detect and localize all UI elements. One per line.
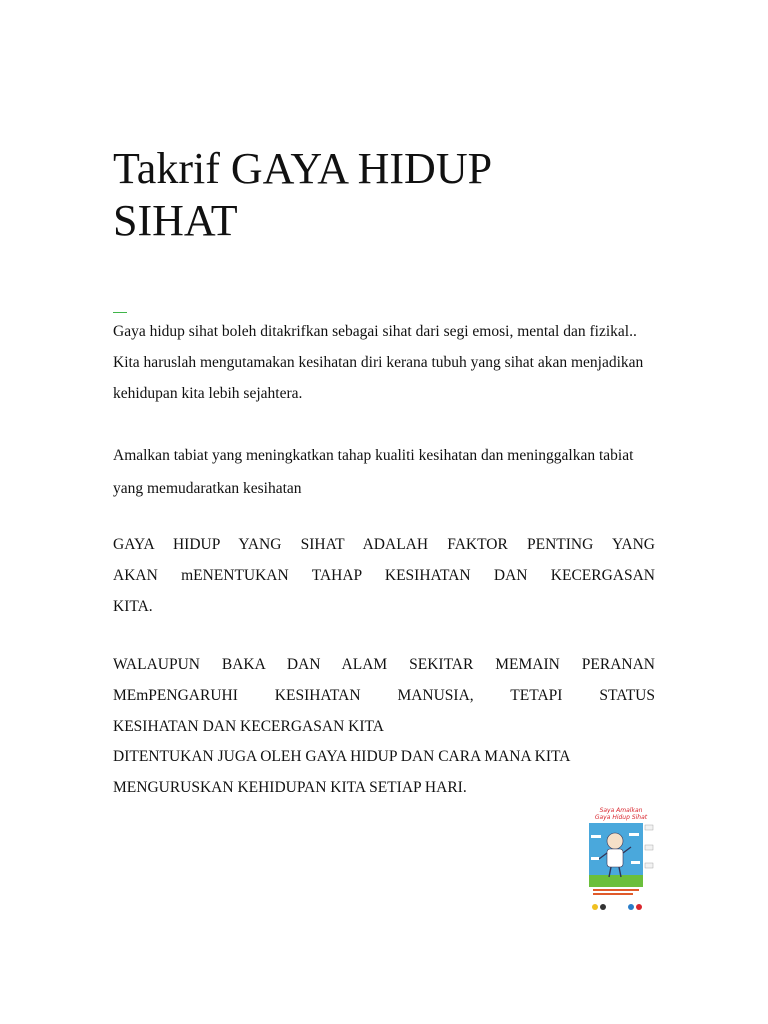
poster-heading-line1: Saya Amalkan [599, 807, 643, 814]
poster-heading-line2: Gaya Hidup Sihat [594, 814, 648, 821]
paragraph-determined-by: DITENTUKAN JUGA OLEH GAYA HIDUP DAN CARA MANA KITA MENGURUSKAN KEHIDUPAN KITA SETIAP HARI. [113, 748, 570, 796]
paragraph-definition: Gaya hidup sihat boleh ditakrifkan sebagai sihat dari segi emosi, mental dan fizikal.. Kita haruslah mengutamakan kesihatan diri kerana tubuh yang sihat akan menjadikan kehidupan kita lebih sejahtera. [113, 323, 644, 402]
paragraph-heredity [113, 649, 655, 742]
paragraph-line: KESIHATAN DAN KECERGASAN KITA [113, 718, 384, 735]
paragraph-line: AKAN mENENTUKAN TAHAP KESIHATAN DAN KECERGASAN [113, 567, 655, 584]
healthy-lifestyle-poster-image [585, 805, 657, 915]
green-underline-mark [113, 312, 127, 313]
paragraph-line: MEmPENGARUHI KESIHATAN MANUSIA, TETAPI STATUS [113, 687, 655, 704]
paragraph-line: KITA. [113, 598, 153, 615]
title-line-1: Takrif GAYA HIDUP [113, 144, 493, 193]
paragraph-line: WALAUPUN BAKA DAN ALAM SEKITAR MEMAIN PERANAN [113, 656, 655, 673]
page-title [113, 143, 673, 247]
paragraph-lifestyle-factor [113, 529, 655, 622]
paragraph-habits: Amalkan tabiat yang meningkatkan tahap kualiti kesihatan dan meninggalkan tabiat yang memudaratkan kesihatan [113, 447, 634, 497]
title-line-2: SIHAT [113, 196, 238, 245]
paragraph-line: GAYA HIDUP YANG SIHAT ADALAH FAKTOR PENTING YANG [113, 536, 655, 553]
poster-child-illustration-icon [585, 805, 657, 915]
